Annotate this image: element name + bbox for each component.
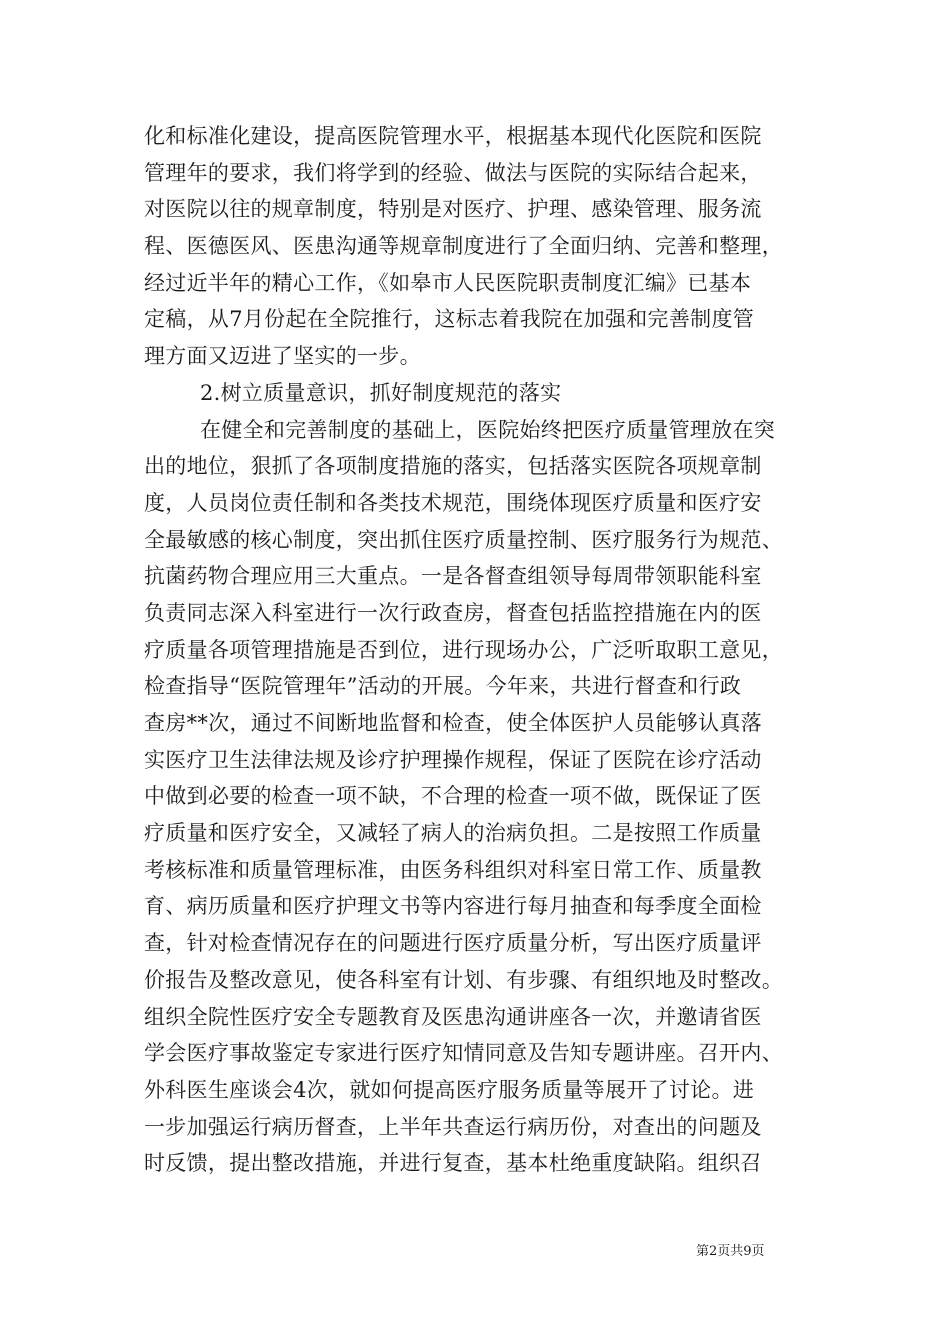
text-line: 时反馈，提出整改措施，并进行复查，基本杜绝重度缺陷。组织召 (144, 1151, 762, 1176)
text-line: 抗菌药物合理应用三大重点。一是各督查组领导每周带领职能科室 (144, 564, 762, 589)
text-line: 查房**次，通过不间断地监督和检查，使全体医护人员能够认真落 (144, 711, 762, 735)
text-line: 出的地位，狠抓了各项制度措施的落实，包括落实医院各项规章制 (144, 454, 762, 479)
text-line: 价报告及整改意见，使各科室有计划、有步骤、有组织地及时整改。 (144, 967, 783, 992)
text-line: 度，人员岗位责任制和各类技术规范，围绕体现医疗质量和医疗安 (144, 490, 762, 515)
text-line: 全最敏感的核心制度，突出抓住医疗质量控制、医疗服务行为规范、 (144, 527, 783, 552)
text-line: 负责同志深入科室进行一次行政查房，督查包括监控措施在内的医 (144, 600, 762, 625)
text-line: 学会医疗事故鉴定专家进行医疗知情同意及告知专题讲座。召开内、 (144, 1041, 783, 1066)
text-line: 考核标准和质量管理标准，由医务科组织对科室日常工作、质量教 (144, 857, 762, 882)
text-line: 实医疗卫生法律法规及诊疗护理操作规程，保证了医院在诊疗活动 (144, 747, 762, 772)
text-line: 查，针对检查情况存在的问题进行医疗质量分析，写出医疗质量评 (144, 931, 762, 956)
text-line: 一步加强运行病历督查，上半年共查运行病历份，对查出的问题及 (144, 1114, 762, 1139)
text-line: 外科医生座谈会4次，就如何提高医疗服务质量等展开了讨论。进 (144, 1077, 755, 1102)
text-line: 理方面又迈进了坚实的一步。 (144, 344, 421, 369)
body-text (144, 118, 814, 1182)
text-line: 对医院以往的规章制度，特别是对医疗、护理、感染管理、服务流 (144, 197, 762, 222)
text-line: 疗质量各项管理措施是否到位，进行现场办公，广泛听取职工意见， (144, 637, 783, 662)
text-line: 中做到必要的检查一项不缺，不合理的检查一项不做，既保证了医 (144, 784, 762, 809)
text-line: 化和标准化建设，提高医院管理水平，根据基本现代化医院和医院 (144, 124, 762, 148)
text-line: 组织全院性医疗安全专题教育及医患沟通讲座各一次，并邀请省医 (144, 1004, 762, 1029)
text-line: 疗质量和医疗安全，又减轻了病人的治病负担。二是按照工作质量 (144, 821, 762, 846)
text-line: 管理年的要求，我们将学到的经验、做法与医院的实际结合起来， (144, 160, 762, 185)
text-line: 育、病历质量和医疗护理文书等内容进行每月抽查和每季度全面检 (144, 894, 762, 919)
paragraph-first-line: 在健全和完善制度的基础上，医院始终把医疗质量管理放在突 (200, 417, 776, 442)
text-line: 定稿，从7月份起在全院推行，这标志着我院在加强和完善制度管 (144, 307, 755, 332)
page-number-footer: 第2页共9页 (696, 1244, 765, 1259)
text-line: 检查指导“医院管理年”活动的开展。今年来，共进行督查和行政 (144, 674, 742, 699)
section-heading: 2.树立质量意识，抓好制度规范的落实 (200, 380, 562, 405)
text-line: 程、医德医风、医患沟通等规章制度进行了全面归纳、完善和整理， (144, 234, 783, 259)
text-line: 经过近半年的精心工作，《如皋市人民医院职责制度汇编》已基本 (144, 270, 752, 295)
